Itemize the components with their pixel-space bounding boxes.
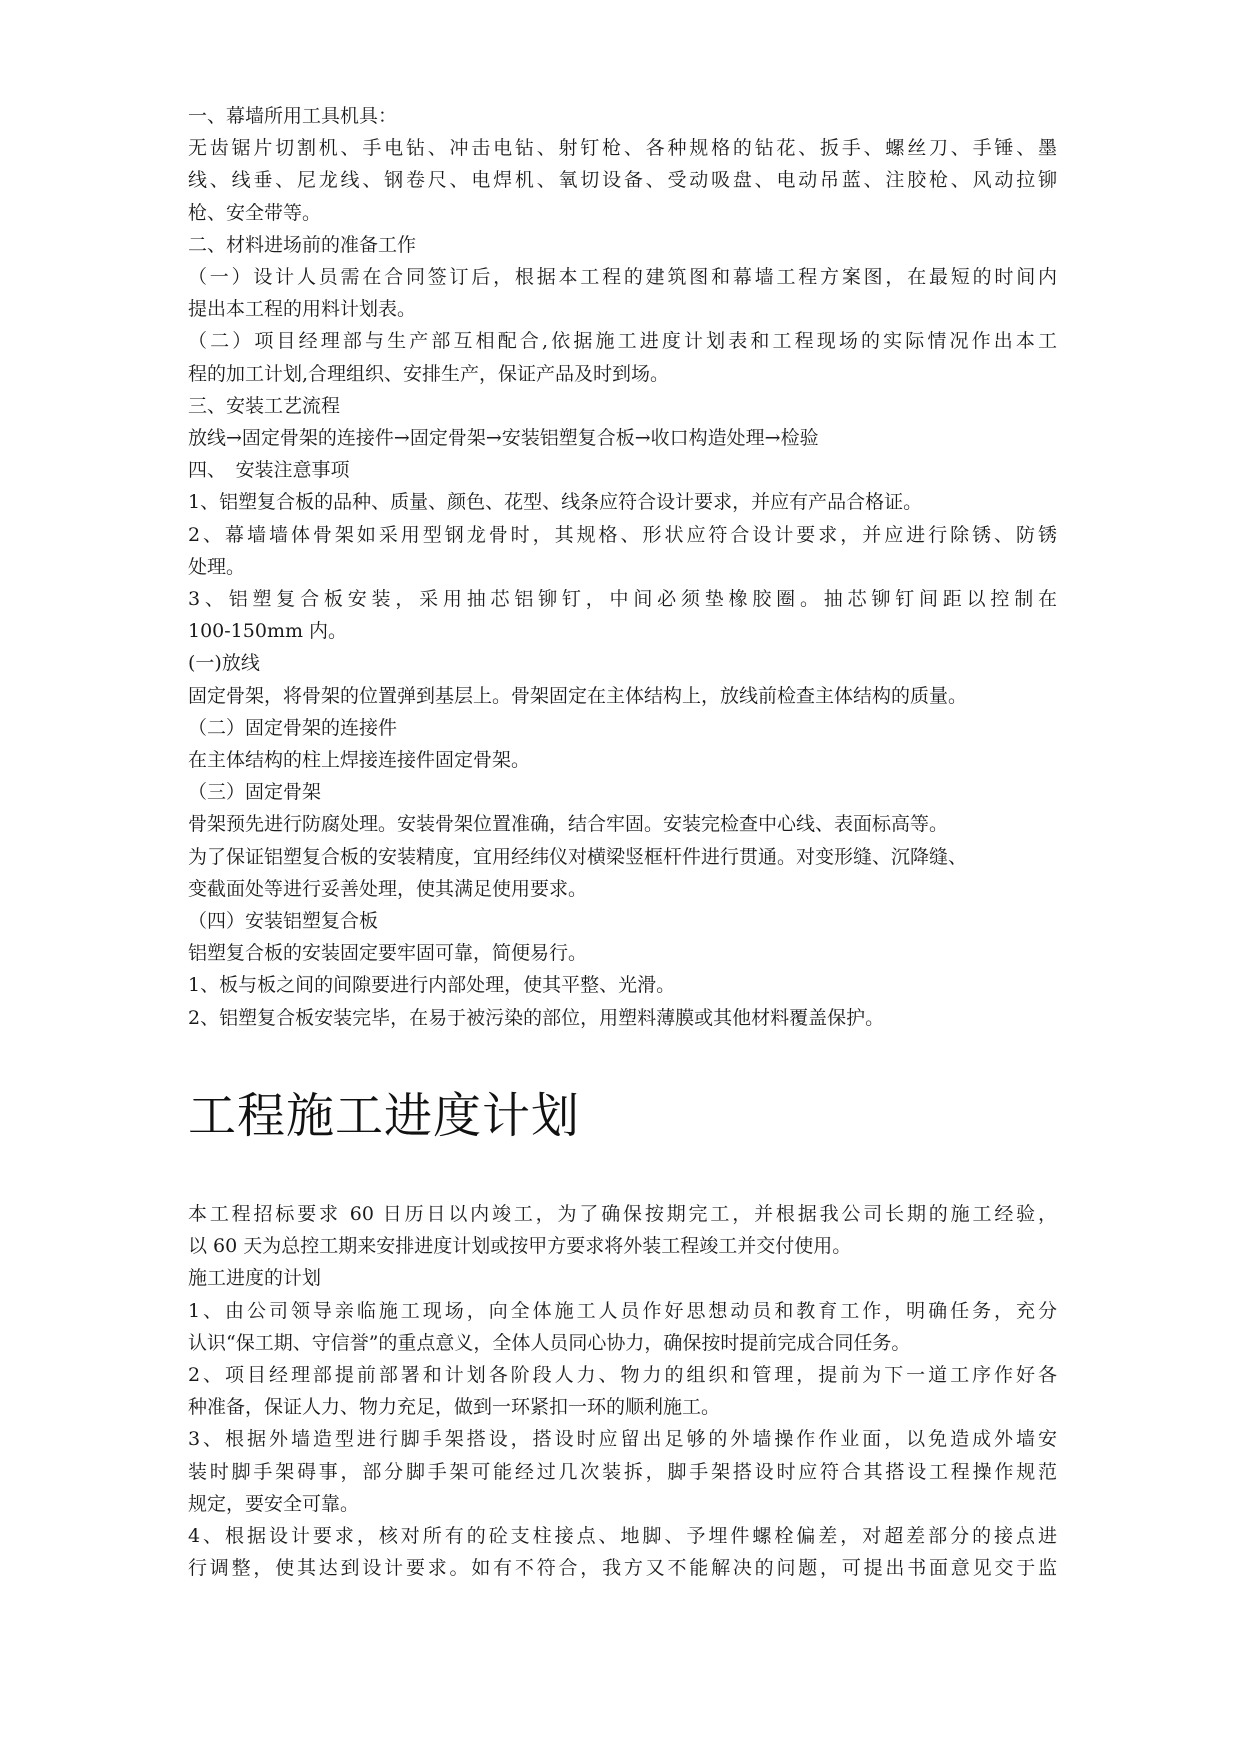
text-line: 1、由公司领导亲临施工现场，向全体施工人员作好思想动员和教育工作，明确任务，充分 [188, 1299, 1057, 1322]
text-line: 四、 安装注意事项 [188, 459, 350, 482]
text-line: 3、根据外墙造型进行脚手架搭设，搭设时应留出足够的外墙操作作业面，以免造成外墙安 [188, 1428, 1057, 1451]
text-line: （二）固定骨架的连接件 [188, 716, 398, 739]
text-line: 1、铝塑复合板的品种、质量、颜色、花型、线条应符合设计要求，并应有产品合格证。 [188, 491, 923, 514]
text-line: 提出本工程的用料计划表。 [188, 298, 417, 321]
text-line: 无齿锯片切割机、手电钻、冲击电钻、射钉枪、各种规格的钻花、扳手、螺丝刀、手锤、墨 [188, 137, 1057, 160]
text-line: 放线→固定骨架的连接件→固定骨架→安装铝塑复合板→收口构造处理→检验 [188, 427, 819, 450]
text-line: (一)放线 [188, 652, 260, 675]
text-line: 规定，要安全可靠。 [188, 1492, 360, 1515]
page-title: 工程施工进度计划 [188, 1087, 581, 1144]
text-line: 三、安装工艺流程 [188, 394, 341, 417]
text-line: 认识“保工期、守信誉”的重点意义，全体人员同心协力，确保按时提前完成合同任务。 [188, 1331, 911, 1354]
text-line: 固定骨架，将骨架的位置弹到基层上。骨架固定在主体结构上，放线前检查主体结构的质量。 [188, 684, 968, 707]
text-line: 以 60 天为总控工期来安排进度计划或按甲方要求将外装工程竣工并交付使用。 [188, 1235, 852, 1258]
text-line: 骨架预先进行防腐处理。安装骨架位置准确，结合牢固。安装完检查中心线、表面标高等。 [188, 813, 949, 836]
text-line: 1、板与板之间的间隙要进行内部处理，使其平整、光滑。 [188, 974, 676, 997]
text-line: 一、幕墙所用工具机具： [188, 105, 398, 127]
text-line: 4、根据设计要求，核对所有的砼支柱接点、地脚、予埋件螺栓偏差，对超差部分的接点进 [188, 1524, 1057, 1547]
text-line: 2、幕墙墙体骨架如采用型钢龙骨时，其规格、形状应符合设计要求，并应进行除锈、防锈 [188, 523, 1057, 546]
text-line: 2、铝塑复合板安装完毕，在易于被污染的部位，用塑料薄膜或其他材料覆盖保护。 [188, 1006, 885, 1029]
text-line: 程的加工计划,合理组织、安排生产，保证产品及时到场。 [188, 362, 670, 385]
text-line: 铝塑复合板的安装固定要牢固可靠，简便易行。 [188, 942, 588, 965]
text-line: 本工程招标要求 60 日历日以内竣工，为了确保按期完工，并根据我公司长期的施工经验， [188, 1202, 1057, 1225]
text-line: 装时脚手架碍事，部分脚手架可能经过几次装拆，脚手架搭设时应符合其搭设工程操作规范 [188, 1460, 1057, 1483]
text-line: 在主体结构的柱上焊接连接件固定骨架。 [188, 749, 531, 772]
text-line: （一）设计人员需在合同签订后，根据本工程的建筑图和幕墙工程方案图，在最短的时间内 [188, 266, 1057, 289]
text-line: （二）项目经理部与生产部互相配合,依据施工进度计划表和工程现场的实际情况作出本工 [188, 330, 1057, 353]
text-line: 二、材料进场前的准备工作 [188, 233, 417, 256]
text-line: 处理。 [188, 555, 246, 578]
text-line: 行调整，使其达到设计要求。如有不符合，我方又不能解决的问题，可提出书面意见交于监 [188, 1557, 1057, 1580]
text-line: 施工进度的计划 [188, 1267, 322, 1290]
text-line: 为了保证铝塑复合板的安装精度，宜用经纬仪对横梁竖框杆件进行贯通。对变形缝、沉降缝、 [188, 845, 968, 868]
text-line: 100-150mm 内。 [188, 620, 348, 643]
text-line: 3、铝塑复合板安装，采用抽芯铝铆钉，中间必须垫橡胶圈。抽芯铆钉间距以控制在 [188, 588, 1057, 611]
text-line: 变截面处等进行妥善处理，使其满足使用要求。 [188, 877, 588, 900]
text-line: 线、线垂、尼龙线、钢卷尺、电焊机、氧切设备、受动吸盘、电动吊蓝、注胶枪、风动拉铆 [188, 169, 1057, 192]
text-line: 2、项目经理部提前部署和计划各阶段人力、物力的组织和管理，提前为下一道工序作好各 [188, 1363, 1057, 1386]
text-line: （三）固定骨架 [188, 781, 322, 804]
text-line: （四）安装铝塑复合板 [188, 910, 379, 933]
text-line: 种准备，保证人力、物力充足，做到一环紧扣一环的顺利施工。 [188, 1396, 721, 1419]
schedule-plan-section [188, 1198, 1057, 1584]
construction-notes-section [188, 100, 1057, 1034]
text-line: 枪、安全带等。 [188, 201, 322, 224]
